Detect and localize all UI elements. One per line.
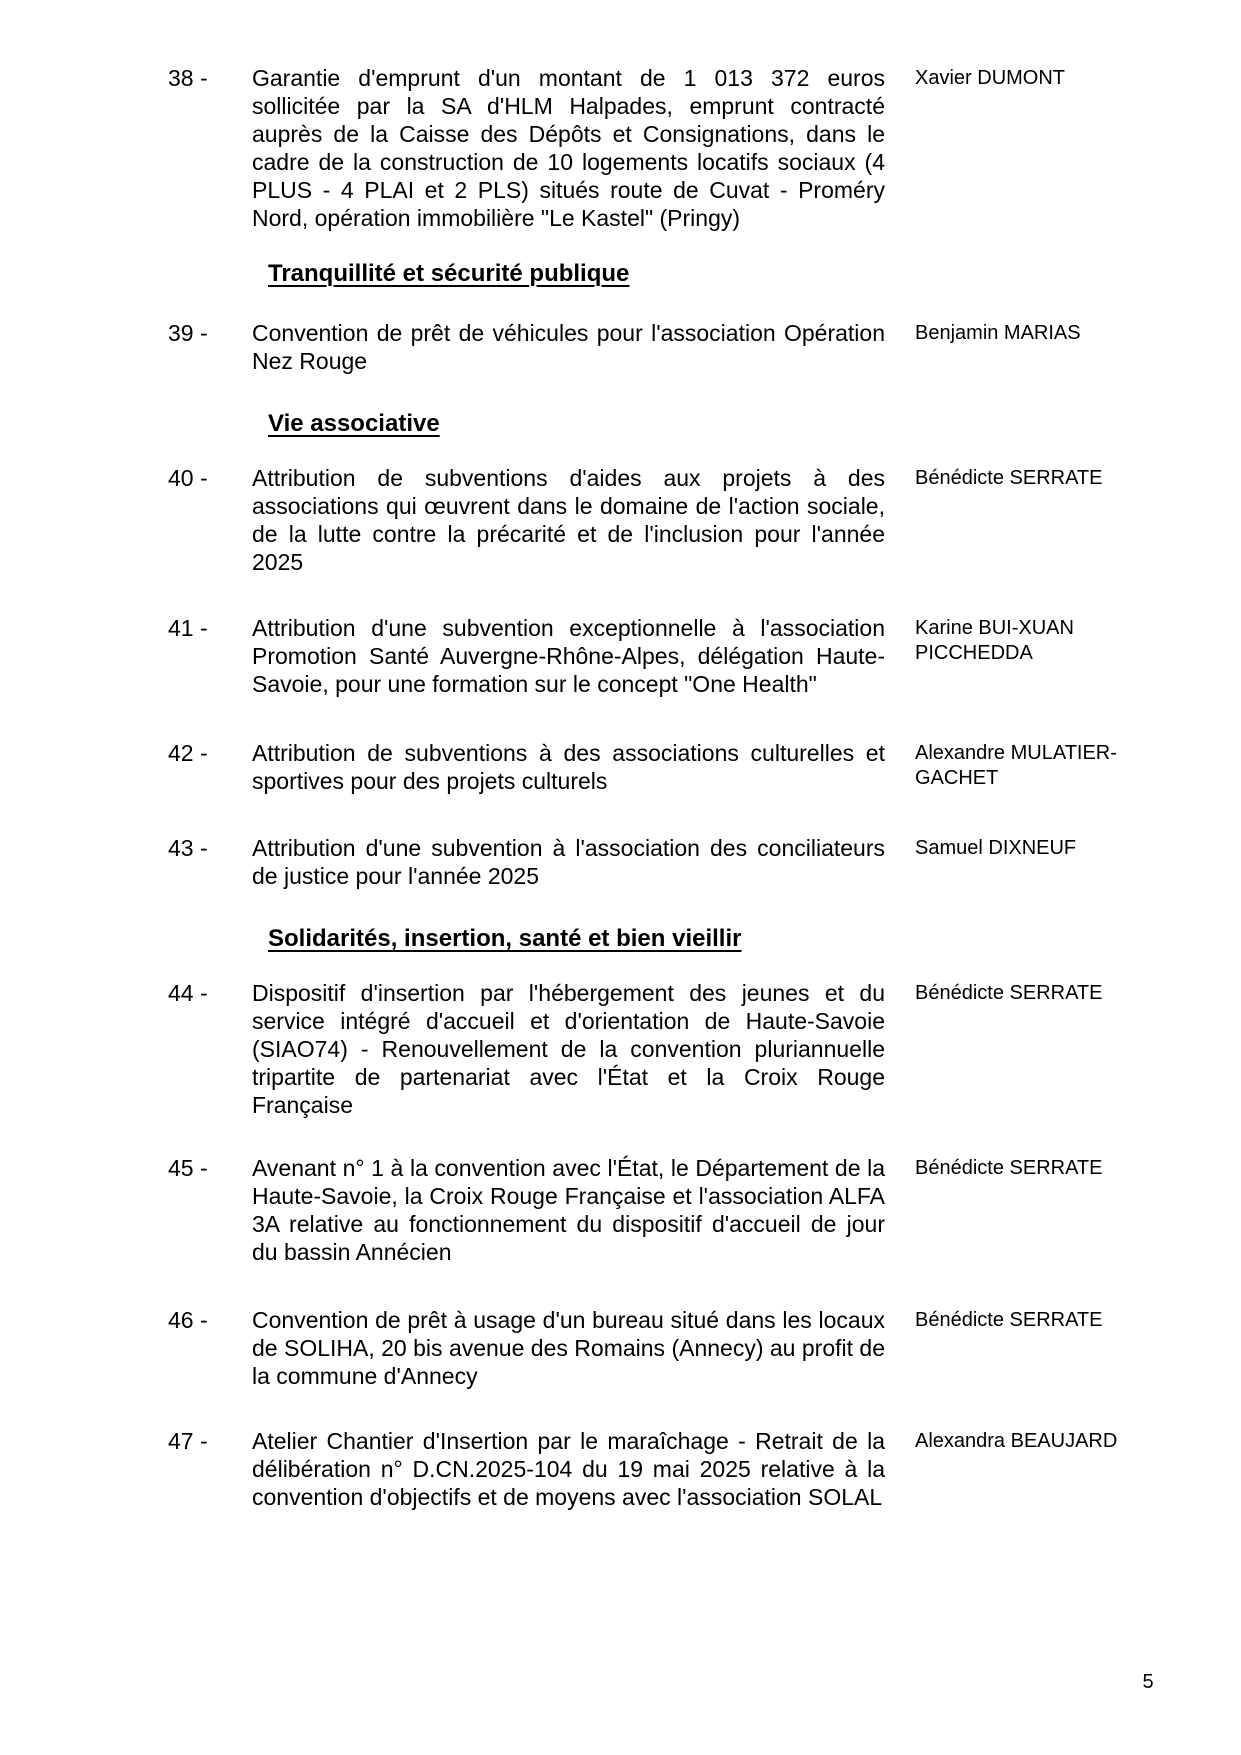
rapporteur-name: Bénédicte SERRATE [915, 1309, 1103, 1331]
agenda-item-42 [0, 739, 1241, 795]
item-number: 46 - [168, 1307, 208, 1333]
section-heading-vie-associative: Vie associative [268, 410, 440, 437]
item-number: 44 - [168, 980, 208, 1006]
item-text: Convention de prêt à usage d'un bureau situé dans les locaux de SOLIHA, 20 bis avenue des Romains (Annecy) au profit de la commune d'Annecy [252, 1307, 885, 1389]
agenda-item-38 [0, 64, 1241, 232]
rapporteur-name: Xavier DUMONT [915, 67, 1066, 89]
page-number: 5 [1142, 1671, 1154, 1693]
agenda-item-40 [0, 464, 1241, 576]
item-number: 39 - [168, 320, 208, 346]
rapporteur-name: Bénédicte SERRATE [915, 982, 1103, 1004]
agenda-item-41 [0, 614, 1241, 698]
item-number: 41 - [168, 615, 208, 641]
agenda-item-43 [0, 834, 1241, 890]
agenda-item-45 [0, 1154, 1241, 1266]
rapporteur-name: Benjamin MARIAS [915, 322, 1081, 344]
item-number: 47 - [168, 1428, 208, 1454]
rapporteur-name: Karine BUI-XUAN PICCHEDDA [915, 617, 1074, 664]
item-number: 45 - [168, 1155, 208, 1181]
item-text: Garantie d'emprunt d'un montant de 1 013 372 euros sollicitée par la SA d'HLM Halpades, emprunt contracté auprès de la Caisse des Dépôts et Consignations, dans le cadre de la construction de 10 logements locatifs sociaux (4 PLUS - 4 PLAI et 2 PLS) situés route de Cuvat - Proméry Nord, opération immobilière "Le Kastel" (Pringy) [252, 65, 885, 231]
section-heading-solidarites-insertion: Solidarités, insertion, santé et bien vieillir [268, 925, 742, 952]
item-text: Attribution d'une subvention à l'association des conciliateurs de justice pour l'année 2025 [252, 835, 885, 889]
item-number: 42 - [168, 740, 208, 766]
item-text: Dispositif d'insertion par l'hébergement des jeunes et du service intégré d'accueil et d'orientation de Haute-Savoie (SIAO74) - Renouvellement de la convention pluriannuelle tripartite de partenariat avec l'État et la Croix Rouge Française [252, 980, 885, 1118]
item-text: Atelier Chantier d'Insertion par le maraîchage - Retrait de la délibération n° D.CN.2025-104 du 19 mai 2025 relative à la convention d'objectifs et de moyens avec l'association SOLAL [252, 1428, 885, 1510]
item-text: Attribution d'une subvention exceptionnelle à l'association Promotion Santé Auvergne-Rhône-Alpes, délégation Haute-Savoie, pour une formation sur le concept "One Health" [252, 615, 885, 697]
section-heading-tranquillite-securite: Tranquillité et sécurité publique [268, 260, 630, 287]
rapporteur-name: Bénédicte SERRATE [915, 467, 1103, 489]
item-text: Avenant n° 1 à la convention avec l'État, le Département de la Haute-Savoie, la Croix Rouge Française et l'association ALFA 3A relative au fonctionnement du dispositif d'accueil de jour du bassin Annécien [252, 1155, 885, 1265]
item-text: Convention de prêt de véhicules pour l'association Opération Nez Rouge [252, 320, 885, 374]
agenda-item-39 [0, 319, 1241, 375]
item-number: 40 - [168, 465, 208, 491]
rapporteur-name: Alexandre MULATIER-GACHET [915, 742, 1117, 789]
item-number: 43 - [168, 835, 208, 861]
item-number: 38 - [168, 65, 208, 91]
rapporteur-name: Bénédicte SERRATE [915, 1157, 1103, 1179]
rapporteur-name: Alexandra BEAUJARD [915, 1430, 1118, 1452]
agenda-item-46 [0, 1306, 1241, 1390]
item-text: Attribution de subventions d'aides aux projets à des associations qui œuvrent dans le domaine de l'action sociale, de la lutte contre la précarité et de l'inclusion pour l'année 2025 [252, 465, 885, 575]
rapporteur-name: Samuel DIXNEUF [915, 837, 1077, 859]
item-text: Attribution de subventions à des associations culturelles et sportives pour des projets culturels [252, 740, 885, 794]
agenda-item-44 [0, 979, 1241, 1119]
agenda-item-47 [0, 1427, 1241, 1511]
